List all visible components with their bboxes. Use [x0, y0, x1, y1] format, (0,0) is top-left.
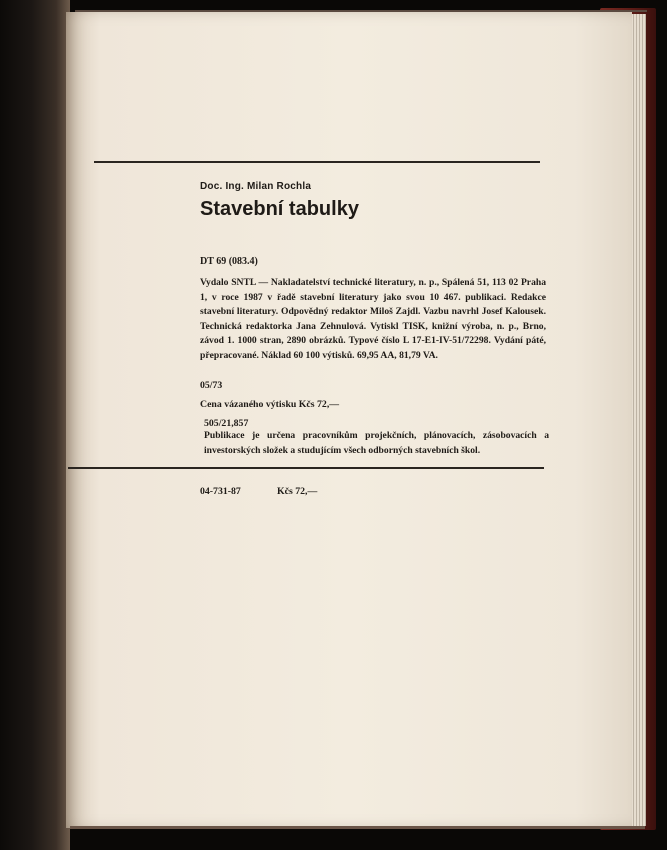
purpose-text: Publikace je určena pracovníkům projekčních, plánovacích, zásobovacích a investorských složek a studujícím všech odborných stavebních škol. [204, 430, 549, 456]
footer-code: 04-731-87 [200, 486, 241, 497]
book-spine-shadow [0, 0, 70, 850]
book-title: Stavební tabulky [200, 198, 359, 220]
page-bottom-edge [70, 826, 645, 829]
catalog-code: 05/73 [200, 380, 223, 391]
bottom-rule [68, 467, 544, 469]
bound-price: Cena vázaného výtisku Kčs 72,— [200, 399, 340, 410]
secondary-code: 505/21,857 [204, 418, 249, 429]
dt-classification: DT 69 (083.4) [200, 256, 258, 267]
author-name: Doc. Ing. Milan Rochla [200, 181, 312, 192]
imprint-page [66, 12, 632, 828]
footer-price: Kčs 72,— [277, 486, 318, 497]
top-rule [94, 161, 540, 163]
imprint-text: Vydalo SNTL — Nakladatelství technické literatury, n. p., Spálená 51, 113 02 Praha 1, v roce 1987 v řadě stavební literatury jako svou 10 467. publikaci. Redakce stavební literatury. Odpovědný redaktor Miloš Zajdl. Vazbu navrhl Josef Kalousek. Technická redaktorka Jana Zehnulová. Vytiskl TISK, knižní výroba, n. p., Brno, závod 1. 1000 stran, 2890 obrázků. Typové číslo L 17-E1-IV-51/72298. Vydání páté, přepracované. Náklad 60 100 výtisků. 69,95 AA, 81,79 VA. [200, 277, 546, 361]
